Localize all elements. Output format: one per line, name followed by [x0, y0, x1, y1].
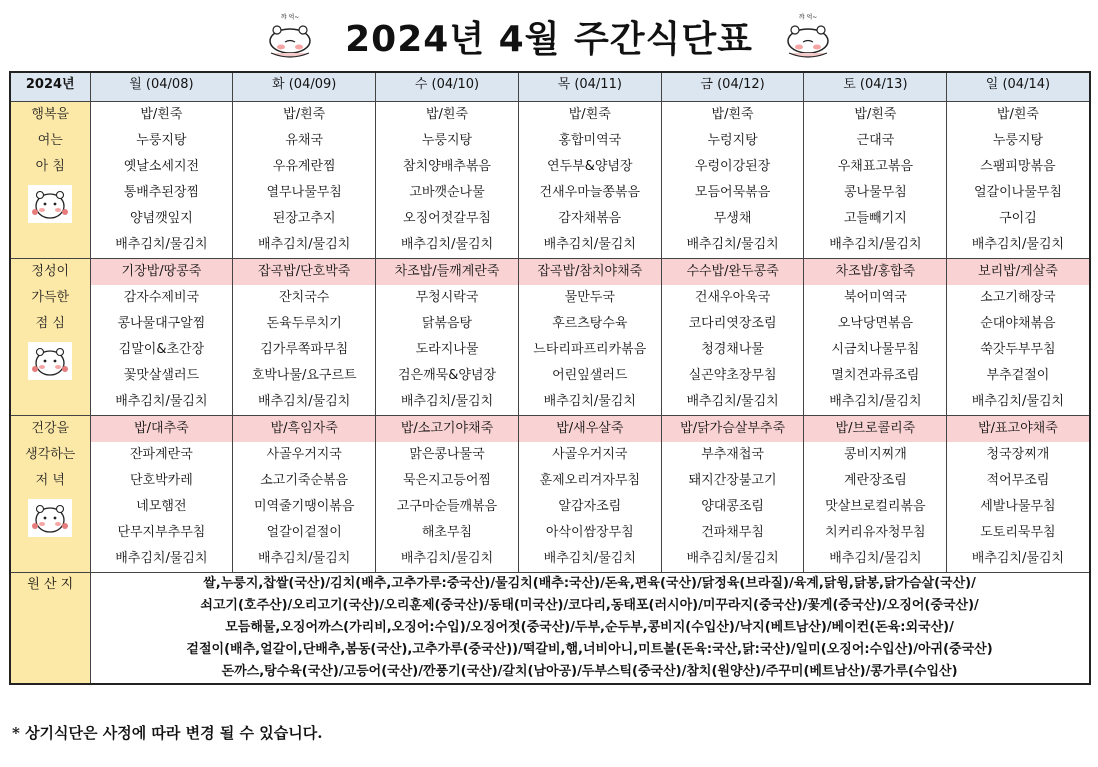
day-menu-cell [947, 102, 1090, 259]
menu-item: 치커리유자청무침 [825, 525, 926, 540]
menu-item: 스팸피망볶음 [980, 159, 1056, 174]
origin-label: 원 산 지 [10, 573, 90, 685]
rice-porridge-item: 밥/닭가슴살부추죽 [662, 416, 804, 442]
menu-item: 우렁이강된장 [694, 159, 771, 174]
day-menu-cell [518, 416, 661, 573]
menu-item: 돼지간장불고기 [688, 473, 777, 488]
menu-item: 배추김치/물김치 [400, 237, 494, 252]
menu-item: 적어무조림 [986, 473, 1050, 488]
menu-item: 밥/흰죽 [140, 107, 183, 122]
menu-item: 고구마순들깨볶음 [396, 499, 498, 514]
day-header-mon: 월 (04/08) [90, 72, 233, 102]
menu-item: 잔치국수 [279, 290, 330, 305]
day-menu-cell [233, 416, 376, 573]
menu-item: 연두부&양념장 [547, 159, 633, 174]
menu-item: 도토리묵무침 [980, 525, 1056, 540]
menu-item: 참치양배추볶음 [403, 159, 491, 174]
rice-porridge-item: 보리밥/게살죽 [947, 259, 1088, 285]
menu-item: 아삭이쌈장무침 [545, 525, 634, 540]
menu-item: 배추김치/물김치 [258, 394, 351, 409]
rice-porridge-item: 차조밥/홍합죽 [804, 259, 946, 285]
menu-item: 밥/흰죽 [854, 107, 897, 122]
menu-item: 사골우거지국 [266, 447, 342, 462]
menu-item: 알감자조림 [558, 499, 622, 514]
day-menu-cell [804, 102, 947, 259]
meal-label-line: 아 침 [35, 159, 65, 174]
menu-item: 세발나물무침 [980, 499, 1056, 514]
origin-line: 돈까스,탕수육(국산)/고등어(국산)/깐풍기(국산)/갈치(남아공)/두부스틱(중국산)/참치(원양산)/주꾸미(베트남산)/콩가루(수입산) [221, 664, 958, 679]
day-header-tue: 화 (04/09) [233, 72, 376, 102]
menu-item: 옛날소세지전 [123, 159, 200, 174]
menu-item: 단호박카레 [130, 473, 193, 488]
menu-item: 잔파계란국 [130, 447, 193, 462]
menu-item: 밥/흰죽 [283, 107, 326, 122]
menu-item: 밥/흰죽 [996, 107, 1039, 122]
menu-item: 오징어젓갈무침 [403, 211, 491, 226]
menu-item: 부추재첩국 [701, 447, 764, 462]
meal-label-dinner [10, 416, 90, 573]
day-menu-cell [233, 102, 376, 259]
menu-item: 건새우마늘쫑볶음 [539, 185, 641, 200]
svg-text:꺄 억~: 꺄 억~ [798, 14, 818, 21]
menu-item: 유채국 [285, 133, 324, 148]
menu-item: 시금치나물무침 [831, 342, 920, 357]
day-header-fri: 금 (04/12) [661, 72, 804, 102]
hamster-icon [27, 184, 73, 224]
menu-item: 얼갈이겉절이 [266, 525, 342, 540]
day-header-thu: 목 (04/11) [518, 72, 661, 102]
menu-item: 배추김치/물김치 [543, 394, 636, 409]
menu-item: 배추김치/물김치 [971, 237, 1065, 252]
day-header-sun: 일 (04/14) [947, 72, 1090, 102]
hamster-mascot-right-icon [781, 11, 835, 61]
year-header: 2024년 [10, 72, 90, 102]
menu-item: 배추김치/물김치 [258, 237, 351, 252]
menu-item: 실곤약초장무침 [688, 368, 777, 383]
meal-label-lunch [10, 259, 90, 416]
menu-item: 부추겉절이 [986, 368, 1050, 383]
menu-item: 된장고추지 [272, 211, 336, 226]
menu-item: 구이김 [999, 211, 1037, 226]
day-menu-cell [518, 102, 661, 259]
menu-item: 배추김치/물김치 [258, 551, 351, 566]
menu-item: 네모햄전 [136, 499, 187, 514]
rice-porridge-item: 밥/새우살죽 [519, 416, 661, 442]
origin-line: 쇠고기(호주산)/오리고기(국산)/오리훈제(중국산)/동태(미국산)/코다리,동태포(러시아)/미꾸라지(중국산)/꽃게(중국산)/오징어(중국산)/ [200, 598, 979, 613]
day-menu-cell [947, 416, 1090, 573]
footnote: * 상기식단은 사정에 따라 변경 될 수 있습니다. [12, 724, 323, 742]
day-menu-cell [661, 416, 804, 573]
rice-porridge-item: 밥/소고기야채죽 [376, 416, 518, 442]
meal-label-line: 여는 [37, 133, 63, 148]
menu-item: 오낙당면볶음 [837, 316, 914, 331]
svg-text:꺄 억~: 꺄 억~ [280, 14, 300, 21]
menu-item: 건새우아욱국 [694, 290, 771, 305]
menu-item: 청경채나물 [701, 342, 764, 357]
menu-item: 배추김치/물김치 [400, 551, 494, 566]
menu-item: 배추김치/물김치 [115, 394, 208, 409]
hamster-icon [27, 498, 73, 538]
meal-label-line: 점 심 [35, 316, 65, 331]
menu-item: 감자채볶음 [558, 211, 622, 226]
origin-line: 쌀,누룽지,찹쌀(국산)/김치(배추,고추가루:중국산)/물김치(배추:국산)/돈육,편육(국산)/닭정육(브라질)/육계,닭윙,닭봉,닭가슴살(국산)/ [203, 576, 976, 591]
menu-item: 밥/흰죽 [711, 107, 754, 122]
menu-item: 배추김치/물김치 [400, 394, 494, 409]
menu-item: 건파채무침 [701, 525, 764, 540]
day-menu-cell [518, 259, 661, 416]
meal-label-line: 저 녁 [35, 473, 65, 488]
title-row [0, 10, 1098, 62]
menu-item: 쑥갓두부무침 [980, 342, 1056, 357]
rice-porridge-item: 밥/흑임자죽 [233, 416, 375, 442]
rice-porridge-item: 밥/대추죽 [91, 416, 233, 442]
meal-label-line: 정성이 [31, 264, 70, 279]
menu-item: 도라지나물 [415, 342, 479, 357]
menu-item: 고바깻순나물 [409, 185, 485, 200]
origin-info [90, 573, 1090, 685]
menu-item: 김말이&초간장 [118, 342, 205, 357]
menu-item: 단무지부추무침 [117, 525, 206, 540]
menu-item: 통배추된장찜 [123, 185, 200, 200]
menu-item: 누룽지탕 [421, 133, 473, 148]
menu-item: 닭볶음탕 [421, 316, 473, 331]
menu-item: 순대야채볶음 [980, 316, 1056, 331]
menu-item: 배추김치/물김치 [829, 237, 922, 252]
day-header-wed: 수 (04/10) [376, 72, 519, 102]
menu-item: 소고기해장국 [980, 290, 1056, 305]
menu-item: 모듬어묵볶음 [694, 185, 771, 200]
day-menu-cell [661, 259, 804, 416]
menu-item: 우유계란찜 [272, 159, 336, 174]
rice-porridge-item: 수수밥/완두콩죽 [662, 259, 804, 285]
menu-item: 북어미역국 [843, 290, 907, 305]
menu-item: 멸치견과류조림 [831, 368, 920, 383]
menu-item: 열무나물무침 [266, 185, 342, 200]
day-menu-cell [90, 259, 233, 416]
menu-item: 느타리파프리카볶음 [533, 342, 647, 357]
menu-item: 맑은콩나물국 [409, 447, 485, 462]
meal-label-breakfast [10, 102, 90, 259]
meal-label-line: 가득한 [31, 290, 70, 305]
menu-item: 청국장찌개 [986, 447, 1050, 462]
rice-porridge-item: 잡곡밥/참치야채죽 [519, 259, 661, 285]
menu-item: 근대국 [856, 133, 895, 148]
day-menu-cell [804, 259, 947, 416]
menu-item: 양념깻잎지 [130, 211, 193, 226]
menu-item: 검은깨묵&양념장 [397, 368, 497, 383]
menu-item: 배추김치/물김치 [543, 237, 636, 252]
menu-item: 꽃맛살샐러드 [123, 368, 200, 383]
menu-item: 배추김치/물김치 [971, 551, 1065, 566]
origin-line: 겉절이(배추,얼갈이,단배추,봄동(국산),고추가루(중국산))/떡갈비,햄,너비아니,미트볼(돈육:국산,닭:국산)/일미(오징어:수입산)/아귀(중국산) [186, 642, 993, 657]
menu-item: 배추김치/물김치 [543, 551, 636, 566]
menu-item: 고들빼기지 [843, 211, 907, 226]
menu-item: 배추김치/물김치 [686, 551, 779, 566]
menu-item: 배추김치/물김치 [686, 237, 779, 252]
menu-item: 무청시락국 [415, 290, 479, 305]
day-menu-cell [376, 102, 519, 259]
day-menu-cell [90, 416, 233, 573]
menu-item: 후르츠탕수육 [552, 316, 628, 331]
menu-item: 누룽지탕 [136, 133, 187, 148]
meal-label-line: 건강을 [31, 421, 70, 436]
menu-item: 누룽지탕 [992, 133, 1044, 148]
day-menu-cell [376, 416, 519, 573]
day-menu-cell [233, 259, 376, 416]
menu-item: 홍합미역국 [558, 133, 622, 148]
menu-item: 계란장조림 [843, 473, 907, 488]
menu-item: 어린잎샐러드 [552, 368, 628, 383]
menu-item: 배추김치/물김치 [829, 394, 922, 409]
menu-item: 돈육두루치기 [266, 316, 342, 331]
menu-item: 우채표고볶음 [837, 159, 914, 174]
menu-item: 배추김치/물김치 [829, 551, 922, 566]
meal-row-breakfast [10, 102, 1090, 259]
menu-item: 배추김치/물김치 [115, 551, 208, 566]
menu-item: 훈제오리겨자무침 [539, 473, 641, 488]
day-menu-cell [804, 416, 947, 573]
day-menu-cell [947, 259, 1090, 416]
menu-item: 양대콩조림 [701, 499, 764, 514]
menu-item: 미역줄기땡이볶음 [253, 499, 355, 514]
menu-item: 김가루쪽파무침 [260, 342, 349, 357]
weekly-menu-table [9, 71, 1091, 685]
page-title: 2024년 4월 주간식단표 [345, 18, 753, 60]
menu-item: 감자수제비국 [123, 290, 200, 305]
rice-porridge-item: 차조밥/들깨계란죽 [376, 259, 518, 285]
menu-item: 해초무침 [421, 525, 473, 540]
menu-item: 배추김치/물김치 [971, 394, 1065, 409]
menu-item: 얼갈이나물무침 [973, 185, 1062, 200]
hamster-icon [27, 341, 73, 381]
hamster-mascot-left-icon [263, 11, 317, 61]
menu-item: 사골우거지국 [552, 447, 628, 462]
menu-item: 코다리엿장조림 [688, 316, 777, 331]
menu-item: 누렁지탕 [707, 133, 758, 148]
day-header-sat: 토 (04/13) [804, 72, 947, 102]
menu-item: 소고기죽순볶음 [260, 473, 349, 488]
menu-item: 맛살브로컬리볶음 [825, 499, 926, 514]
rice-porridge-item: 밥/표고야채죽 [947, 416, 1088, 442]
meal-label-line: 생각하는 [25, 447, 76, 462]
day-menu-cell [90, 102, 233, 259]
menu-item: 밥/흰죽 [425, 107, 469, 122]
menu-item: 무생채 [713, 211, 752, 226]
menu-item: 배추김치/물김치 [115, 237, 208, 252]
day-menu-cell [376, 259, 519, 416]
menu-item: 콩나물대구알찜 [117, 316, 206, 331]
menu-item: 배추김치/물김치 [686, 394, 779, 409]
menu-item: 물만두국 [564, 290, 615, 305]
menu-item: 묵은지고등어찜 [403, 473, 491, 488]
origin-row [10, 573, 1090, 685]
rice-porridge-item: 잡곡밥/단호박죽 [233, 259, 375, 285]
rice-porridge-item: 밥/브로콜리죽 [804, 416, 946, 442]
meal-row-lunch [10, 259, 1090, 416]
menu-item: 호박나물/요구르트 [251, 368, 357, 383]
meal-label-line: 행복을 [31, 107, 70, 122]
menu-item: 콩비지찌개 [843, 447, 907, 462]
meal-row-dinner [10, 416, 1090, 573]
menu-item: 콩나물무침 [843, 185, 907, 200]
rice-porridge-item: 기장밥/땅콩죽 [91, 259, 233, 285]
origin-line: 모듬해물,오징어까스(가리비,오징어:수입)/오징어젓(중국산)/두부,순두부,콩비지(수입산)/낙지(베트남산)/베이컨(돈육:외국산)/ [225, 620, 954, 635]
header-row [10, 72, 1090, 102]
day-menu-cell [661, 102, 804, 259]
menu-item: 밥/흰죽 [568, 107, 611, 122]
